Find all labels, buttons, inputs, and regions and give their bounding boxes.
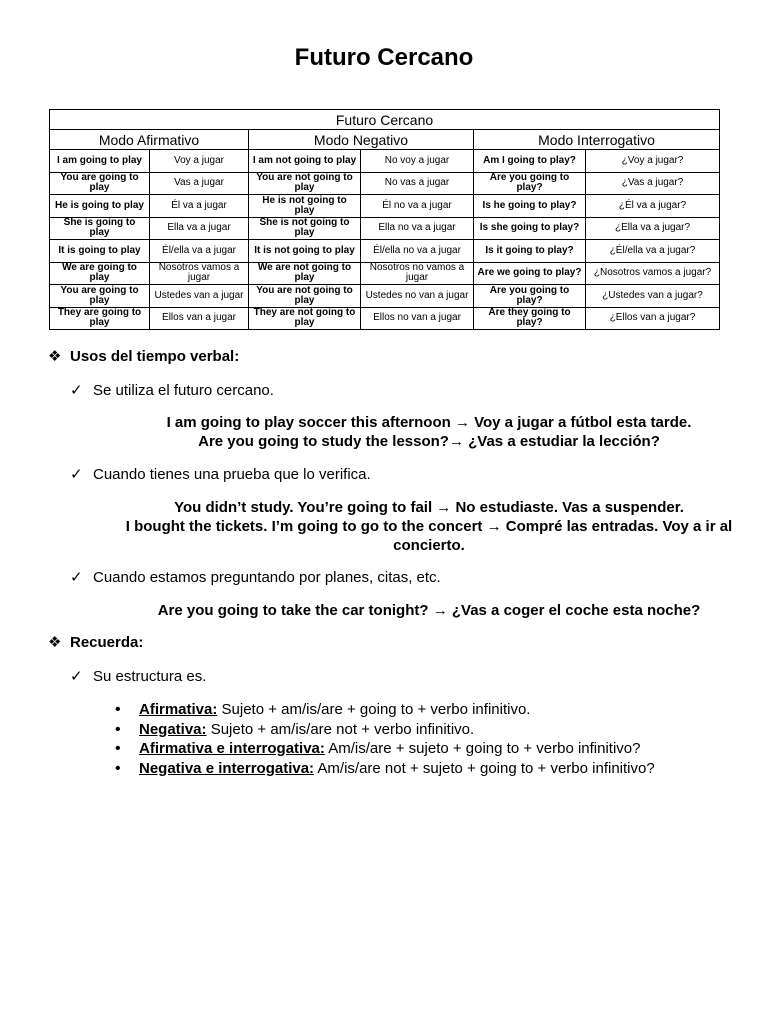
table-row — [50, 240, 720, 263]
cell-interrogativo-es: ¿Voy a jugar? — [586, 150, 720, 173]
table-row — [50, 285, 720, 308]
cell-negativo-es: No voy a jugar — [361, 150, 474, 173]
bullet-dot-icon: • — [115, 720, 121, 738]
cell-interrogativo-es: ¿Él/ella va a jugar? — [586, 240, 720, 263]
diamond-bullet-icon: ❖ — [48, 634, 62, 651]
check-mark-icon: ✓ — [70, 569, 83, 586]
cell-afirmativo-en: We are going to play — [50, 262, 150, 285]
cell-interrogativo-es: ¿Vas a jugar? — [586, 172, 720, 195]
table-caption: Futuro Cercano — [50, 110, 720, 130]
cell-interrogativo-es: ¿Ustedes van a jugar? — [586, 285, 720, 308]
list-item: • Afirmativa: Sujeto + am/is/are + going to + verbo infinitivo. — [115, 701, 531, 718]
page-title: Futuro Cercano — [294, 44, 474, 71]
cell-interrogativo-en: Am I going to play? — [474, 150, 586, 173]
recuerda-item: ✓ Su estructura es. — [70, 668, 207, 685]
table-row — [50, 195, 720, 218]
cell-negativo-en: I am not going to play — [249, 150, 361, 173]
cell-interrogativo-en: Are we going to play? — [474, 262, 586, 285]
cell-negativo-en: They are not going to play — [249, 307, 361, 330]
cell-afirmativo-en: You are going to play — [50, 285, 150, 308]
cell-negativo-en: He is not going to play — [249, 195, 361, 218]
cell-interrogativo-en: Is she going to play? — [474, 217, 586, 240]
cell-afirmativo-es: Ustedes van a jugar — [150, 285, 249, 308]
cell-interrogativo-en: Are they going to play? — [474, 307, 586, 330]
cell-negativo-es: Él no va a jugar — [361, 195, 474, 218]
cell-afirmativo-es: Él/ella va a jugar — [150, 240, 249, 263]
cell-negativo-es: Nosotros no vamos a jugar — [361, 262, 474, 285]
cell-negativo-en: It is not going to play — [249, 240, 361, 263]
table-row — [50, 217, 720, 240]
cell-afirmativo-en: You are going to play — [50, 172, 150, 195]
check-mark-icon: ✓ — [70, 466, 83, 483]
usos-item-2: ✓ Cuando tienes una prueba que lo verifica. — [70, 466, 371, 483]
table-row — [50, 262, 720, 285]
cell-afirmativo-en: They are going to play — [50, 307, 150, 330]
cell-interrogativo-en: Is it going to play? — [474, 240, 586, 263]
cell-negativo-es: Ustedes no van a jugar — [361, 285, 474, 308]
cell-negativo-es: Él/ella no va a jugar — [361, 240, 474, 263]
cell-afirmativo-es: Ellos van a jugar — [150, 307, 249, 330]
list-item: • Negativa e interrogativa: Am/is/are not + sujeto + going to + verbo infinitivo? — [115, 759, 655, 777]
cell-afirmativo-es: Voy a jugar — [150, 150, 249, 173]
cell-afirmativo-es: Vas a jugar — [150, 172, 249, 195]
check-mark-icon: ✓ — [70, 668, 83, 685]
usos-item-1: ✓ Se utiliza el futuro cercano. — [70, 382, 274, 399]
bullet-dot-icon: • — [115, 759, 121, 777]
list-item: • Negativa: Sujeto + am/is/are not + verbo infinitivo. — [115, 720, 475, 738]
check-mark-icon: ✓ — [70, 382, 83, 399]
table-row — [50, 172, 720, 195]
cell-negativo-en: We are not going to play — [249, 262, 361, 285]
cell-interrogativo-es: ¿Ella va a jugar? — [586, 217, 720, 240]
cell-interrogativo-es: ¿Ellos van a jugar? — [586, 307, 720, 330]
cell-afirmativo-es: Él va a jugar — [150, 195, 249, 218]
structure-list — [115, 700, 655, 778]
list-item: • Afirmativa e interrogativa: Am/is/are + sujeto + going to + verbo infinitivo? — [115, 740, 641, 757]
cell-interrogativo-en: Is he going to play? — [474, 195, 586, 218]
conjugation-table — [49, 109, 720, 330]
cell-negativo-en: She is not going to play — [249, 217, 361, 240]
example-1: I am going to play soccer this afternoon → Voy a jugar a fútbol esta tarde. Are you going to study the lesson?→ ¿Vas a estudiar la lección? — [166, 414, 692, 450]
example-2: You didn’t study. You’re going to fail → No estudiaste. Vas a suspender. I bought the tickets. I’m going to go to the concert → Compré las entradas. Voy a ir al concierto. — [125, 499, 733, 554]
cell-afirmativo-en: It is going to play — [50, 240, 150, 263]
cell-negativo-en: You are not going to play — [249, 285, 361, 308]
cell-negativo-es: No vas a jugar — [361, 172, 474, 195]
table-row — [50, 150, 720, 173]
cell-afirmativo-es: Ella va a jugar — [150, 217, 249, 240]
cell-negativo-es: Ella no va a jugar — [361, 217, 474, 240]
cell-afirmativo-es: Nosotros vamos a jugar — [150, 262, 249, 285]
cell-interrogativo-en: Are you going to play? — [474, 285, 586, 308]
cell-afirmativo-en: He is going to play — [50, 195, 150, 218]
cell-interrogativo-es: ¿Nosotros vamos a jugar? — [586, 262, 720, 285]
table-row — [50, 307, 720, 330]
header-afirmativo: Modo Afirmativo — [50, 130, 249, 150]
cell-interrogativo-en: Are you going to play? — [474, 172, 586, 195]
recuerda-heading: ❖ Recuerda: — [48, 634, 144, 651]
diamond-bullet-icon: ❖ — [48, 348, 62, 365]
cell-interrogativo-es: ¿Él va a jugar? — [586, 195, 720, 218]
usos-heading: ❖ Usos del tiempo verbal: — [48, 348, 240, 365]
cell-afirmativo-en: She is going to play — [50, 217, 150, 240]
usos-item-3: ✓ Cuando estamos preguntando por planes, citas, etc. — [70, 569, 441, 586]
header-interrogativo: Modo Interrogativo — [474, 130, 720, 150]
cell-negativo-es: Ellos no van a jugar — [361, 307, 474, 330]
cell-negativo-en: You are not going to play — [249, 172, 361, 195]
header-negativo: Modo Negativo — [249, 130, 474, 150]
cell-afirmativo-en: I am going to play — [50, 150, 150, 173]
bullet-dot-icon: • — [115, 740, 121, 757]
example-3: Are you going to take the car tonight? → ¿Vas a coger el coche esta noche? — [157, 602, 701, 619]
bullet-dot-icon: • — [115, 701, 121, 718]
